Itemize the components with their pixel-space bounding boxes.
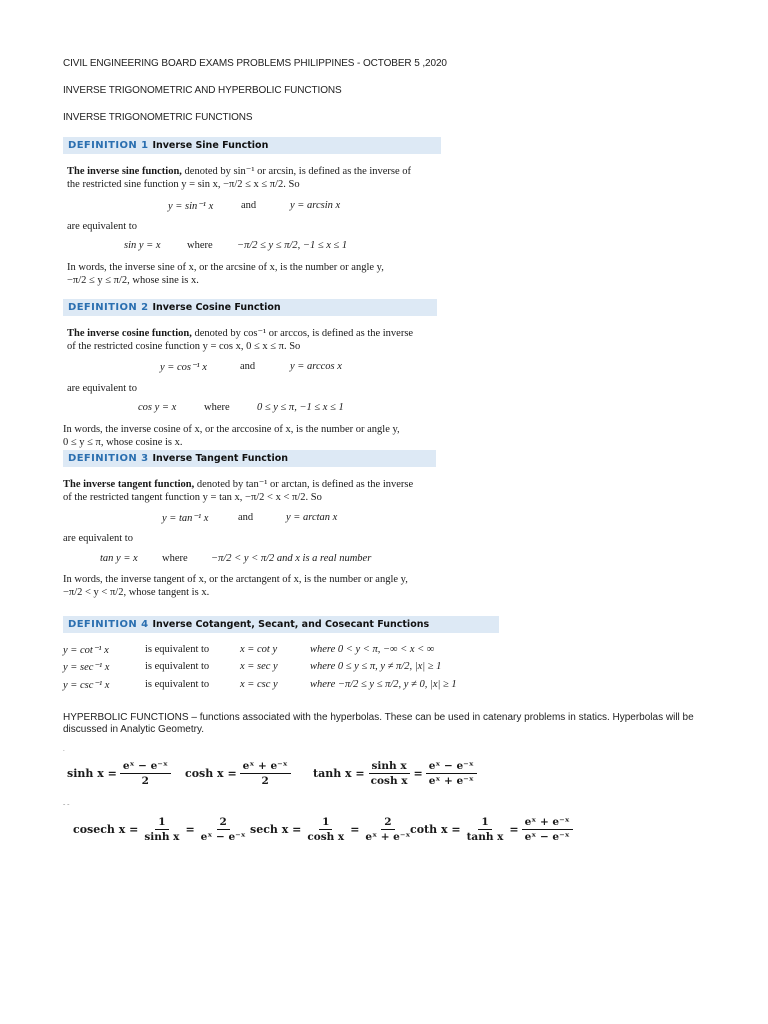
def1-intro (67, 165, 411, 178)
def1-cond-right: −π/2 ≤ y ≤ π/2, −1 ≤ x ≤ 1 (237, 240, 348, 251)
def1-words-line2: −π/2 ≤ y ≤ π/2, whose sine is x. (67, 275, 199, 286)
document-title: CIVIL ENGINEERING BOARD EXAMS PROBLEMS PHILIPPINES - OCTOBER 5 ,2020 (63, 58, 447, 69)
def3-cond-right: −π/2 < y < π/2 and x is a real number (211, 553, 372, 564)
cosech-fraction-1 (141, 816, 182, 843)
cosech-denominator-1: sinh x (144, 831, 180, 843)
def3-words-line2: −π/2 < y < π/2, whose tangent is x. (63, 587, 210, 598)
sech-denominator-2: eˣ + e⁻ˣ (365, 831, 411, 843)
cosech-fraction-2 (198, 816, 249, 843)
def2-cond-right: 0 ≤ y ≤ π, −1 ≤ x ≤ 1 (257, 402, 344, 413)
subsection-heading: INVERSE TRIGONOMETRIC FUNCTIONS (63, 112, 253, 123)
scan-artifact: - - (63, 800, 70, 808)
definition-4-banner (63, 616, 499, 633)
def1-cond-left: sin y = x (124, 240, 161, 251)
tanh-fraction-2 (426, 760, 477, 787)
cosh-numerator: eˣ + e⁻ˣ (240, 760, 291, 774)
tanh-formula (313, 760, 480, 787)
coth-equals: = (509, 823, 519, 836)
cosech-formula (73, 816, 252, 843)
cosh-lhs: cosh x = (185, 767, 237, 780)
def3-intro-term: The inverse tangent function, (63, 479, 195, 490)
sinh-fraction (120, 760, 171, 787)
def3-intro-line2: of the restricted tangent function y = tan x, −π/2 < x < π/2. So (63, 492, 322, 503)
def1-intro-term: The inverse sine function, (67, 166, 182, 177)
def1-eq-left: y = sin⁻¹ x (168, 201, 214, 212)
cosech-numerator-2: 2 (217, 816, 230, 830)
def4-row1-mid: is equivalent to (145, 644, 210, 655)
tanh-equals: = (413, 767, 423, 780)
coth-numerator-1: 1 (478, 816, 491, 830)
def2-eq-and: and (240, 361, 256, 372)
cosech-denominator-2: eˣ − e⁻ˣ (200, 831, 246, 843)
sinh-formula (67, 760, 174, 787)
def2-eq-left: y = cos⁻¹ x (160, 362, 207, 373)
cosech-lhs: cosech x = (73, 823, 139, 836)
def3-cond-where: where (162, 553, 188, 564)
def4-row3-mid: is equivalent to (145, 679, 210, 690)
tanh-lhs: tanh x = (313, 767, 365, 780)
def2-eq-right: y = arccos x (290, 361, 342, 372)
sinh-lhs: sinh x = (67, 767, 117, 780)
definition-4-title: Inverse Cotangent, Secant, and Cosecant Functions (152, 619, 430, 630)
cosech-numerator-1: 1 (155, 816, 168, 830)
def2-cond-left: cos y = x (138, 402, 177, 413)
definition-1-banner (63, 137, 441, 154)
def1-eq-and: and (241, 200, 257, 211)
definition-1-label: DEFINITION 1 (68, 140, 149, 151)
def3-intro (63, 478, 413, 491)
def2-intro-line2: of the restricted cosine function y = cos x, 0 ≤ x ≤ π. So (67, 341, 301, 352)
sech-numerator-2: 2 (381, 816, 394, 830)
section-heading: INVERSE TRIGONOMETRIC AND HYPERBOLIC FUNCTIONS (63, 85, 342, 96)
coth-lhs: coth x = (410, 823, 461, 836)
tanh-denominator-2: eˣ + e⁻ˣ (428, 775, 474, 787)
hyperbolic-description: HYPERBOLIC FUNCTIONS – functions associated with the hyperbolas. These can be used in catenary problems in statics. Hyperbolas will be discussed in Analytic Geometry. (63, 712, 694, 735)
def4-row1-rhs: x = cot y (240, 644, 278, 655)
definition-3-title: Inverse Tangent Function (152, 453, 289, 464)
scan-artifact: . (63, 745, 65, 753)
def3-eq-right: y = arctan x (286, 512, 338, 523)
def2-cond-where: where (204, 402, 230, 413)
definition-1-title: Inverse Sine Function (152, 140, 269, 151)
def4-row3-cond: where −π/2 ≤ y ≤ π/2, y ≠ 0, |x| ≥ 1 (310, 679, 457, 690)
def4-row2-cond: where 0 ≤ y ≤ π, y ≠ π/2, |x| ≥ 1 (310, 661, 442, 672)
definition-4-label: DEFINITION 4 (68, 619, 149, 630)
sinh-numerator: eˣ − e⁻ˣ (120, 760, 171, 774)
coth-denominator-2: eˣ − e⁻ˣ (524, 831, 570, 843)
coth-denominator-1: tanh x (466, 831, 504, 843)
cosh-formula (185, 760, 294, 787)
tanh-denominator-1: cosh x (370, 775, 408, 787)
cosech-equals: = (185, 823, 195, 836)
cosh-denominator: 2 (261, 775, 269, 787)
def4-row2-mid: is equivalent to (145, 661, 210, 672)
def3-equivalent: are equivalent to (63, 533, 133, 544)
def2-intro-term: The inverse cosine function, (67, 328, 192, 339)
sech-formula (250, 816, 416, 843)
def1-intro-rest: denoted by sin⁻¹ or arcsin, is defined as the inverse of (181, 166, 412, 177)
def3-eq-and: and (238, 512, 254, 523)
tanh-numerator-1: sinh x (369, 760, 410, 774)
sech-fraction-2 (362, 816, 413, 843)
def2-words-line1: In words, the inverse cosine of x, or the arccosine of x, is the number or angle y, (63, 424, 400, 435)
def4-row2-rhs: x = sec y (240, 661, 278, 672)
sech-denominator-1: cosh x (307, 831, 345, 843)
sech-numerator-1: 1 (319, 816, 332, 830)
def1-equivalent: are equivalent to (67, 221, 137, 232)
def3-words-line1: In words, the inverse tangent of x, or the arctangent of x, is the number or angle y, (63, 574, 408, 585)
coth-fraction-2 (522, 816, 573, 843)
definition-2-label: DEFINITION 2 (68, 302, 149, 313)
def2-equivalent: are equivalent to (67, 383, 137, 394)
def1-intro-line2: the restricted sine function y = sin x, −π/2 ≤ x ≤ π/2. So (67, 179, 300, 190)
sech-fraction-1 (304, 816, 347, 843)
def3-cond-left: tan y = x (100, 553, 138, 564)
definition-3-banner (63, 450, 436, 467)
def2-words-line2: 0 ≤ y ≤ π, whose cosine is x. (63, 437, 183, 448)
sech-equals: = (350, 823, 360, 836)
def2-intro-rest: denoted by cos⁻¹ or arccos, is defined as the inverse (191, 328, 414, 339)
definition-2-banner (63, 299, 437, 316)
tanh-numerator-2: eˣ − e⁻ˣ (426, 760, 477, 774)
coth-fraction-1 (464, 816, 507, 843)
def3-intro-rest: denoted by tan⁻¹ or arctan, is defined as the inverse (194, 479, 414, 490)
sinh-denominator: 2 (141, 775, 149, 787)
tanh-fraction-1 (368, 760, 411, 787)
def2-intro (67, 327, 413, 340)
def1-cond-where: where (187, 240, 213, 251)
coth-numerator-2: eˣ + e⁻ˣ (522, 816, 573, 830)
coth-formula (410, 816, 576, 843)
def3-eq-left: y = tan⁻¹ x (162, 513, 209, 524)
definition-2-title: Inverse Cosine Function (152, 302, 281, 313)
def4-row2-lhs: y = sec⁻¹ x (63, 662, 110, 673)
def4-row3-lhs: y = csc⁻¹ x (63, 680, 110, 691)
definition-3-label: DEFINITION 3 (68, 453, 149, 464)
def1-eq-right: y = arcsin x (290, 200, 341, 211)
def4-row1-cond: where 0 < y < π, −∞ < x < ∞ (310, 644, 435, 655)
cosh-fraction (240, 760, 291, 787)
def1-words-line1: In words, the inverse sine of x, or the arcsine of x, is the number or angle y, (67, 262, 384, 273)
def4-row3-rhs: x = csc y (240, 679, 278, 690)
sech-lhs: sech x = (250, 823, 302, 836)
def4-row1-lhs: y = cot⁻¹ x (63, 645, 109, 656)
